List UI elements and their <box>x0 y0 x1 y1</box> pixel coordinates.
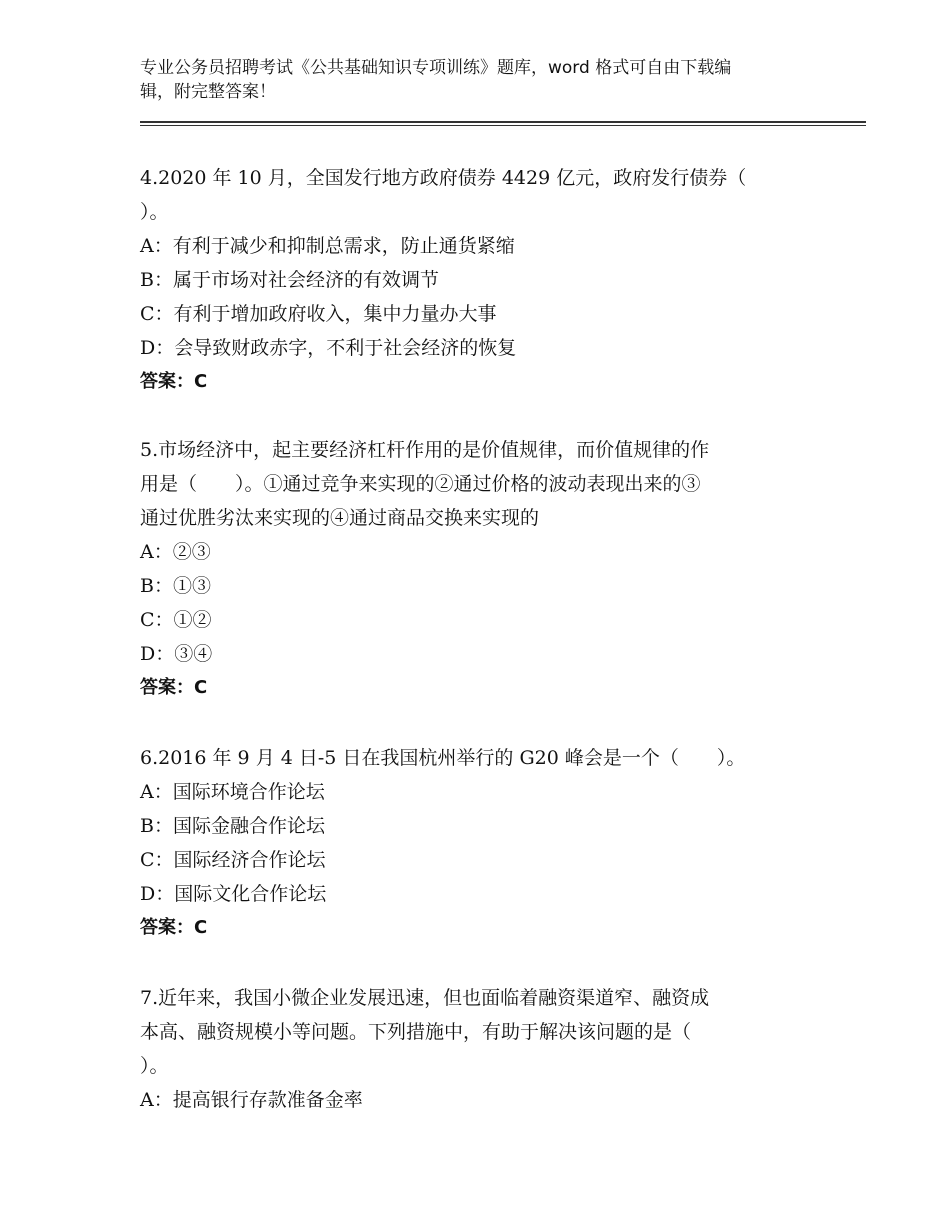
question-7 <box>140 981 810 1117</box>
header-line-2: 辑，附完整答案！ <box>140 82 276 102</box>
answer-label: 答案：C <box>140 917 208 938</box>
question-stem-line: 5.市场经济中，起主要经济杠杆作用的是价值规律，而价值规律的作 <box>140 439 710 461</box>
question-stem-line: 6.2016 年 9 月 4 日-5 日在我国杭州举行的 G20 峰会是一个（ ）。 <box>140 747 746 769</box>
option-c: C：国际经济合作论坛 <box>140 849 326 871</box>
question-stem-line: 通过优胜劣汰来实现的④通过商品交换来实现的 <box>140 507 540 529</box>
option-a: A：提高银行存款准备金率 <box>140 1089 363 1111</box>
option-b: B：属于市场对社会经济的有效调节 <box>140 269 439 291</box>
question-stem-line: ）。 <box>140 201 169 223</box>
option-a: A：②③ <box>140 541 211 563</box>
header-line-1: 专业公务员招聘考试《公共基础知识专项训练》题库，word 格式可自由下载编 <box>140 58 732 78</box>
question-stem-line: 本高、融资规模小等问题。下列措施中，有助于解决该问题的是（ <box>140 1021 692 1043</box>
question-stem-line: 4.2020 年 10 月，全国发行地方政府债券 4429 亿元，政府发行债券（ <box>140 167 747 189</box>
option-a: A：国际环境合作论坛 <box>140 781 325 803</box>
option-d: D：国际文化合作论坛 <box>140 883 327 905</box>
answer-label: 答案：C <box>140 677 208 698</box>
option-c: C：①② <box>140 609 212 631</box>
option-b: B：①③ <box>140 575 211 597</box>
document-header <box>140 56 820 104</box>
option-c: C：有利于增加政府收入，集中力量办大事 <box>140 303 497 325</box>
question-stem-line: ）。 <box>140 1055 169 1077</box>
question-5 <box>140 433 810 705</box>
header-divider-thick <box>140 121 866 123</box>
question-4 <box>140 161 810 399</box>
question-stem-line: 7.近年来，我国小微企业发展迅速，但也面临着融资渠道窄、融资成 <box>140 987 710 1009</box>
question-stem-line: 用是（ ）。①通过竞争来实现的②通过价格的波动表现出来的③ <box>140 473 701 495</box>
option-d: D：③④ <box>140 643 213 665</box>
question-6 <box>140 741 810 945</box>
option-b: B：国际金融合作论坛 <box>140 815 325 837</box>
option-a: A：有利于减少和抑制总需求，防止通货紧缩 <box>140 235 515 257</box>
header-divider-thin <box>140 125 866 126</box>
option-d: D：会导致财政赤字，不利于社会经济的恢复 <box>140 337 517 359</box>
answer-label: 答案：C <box>140 371 208 392</box>
